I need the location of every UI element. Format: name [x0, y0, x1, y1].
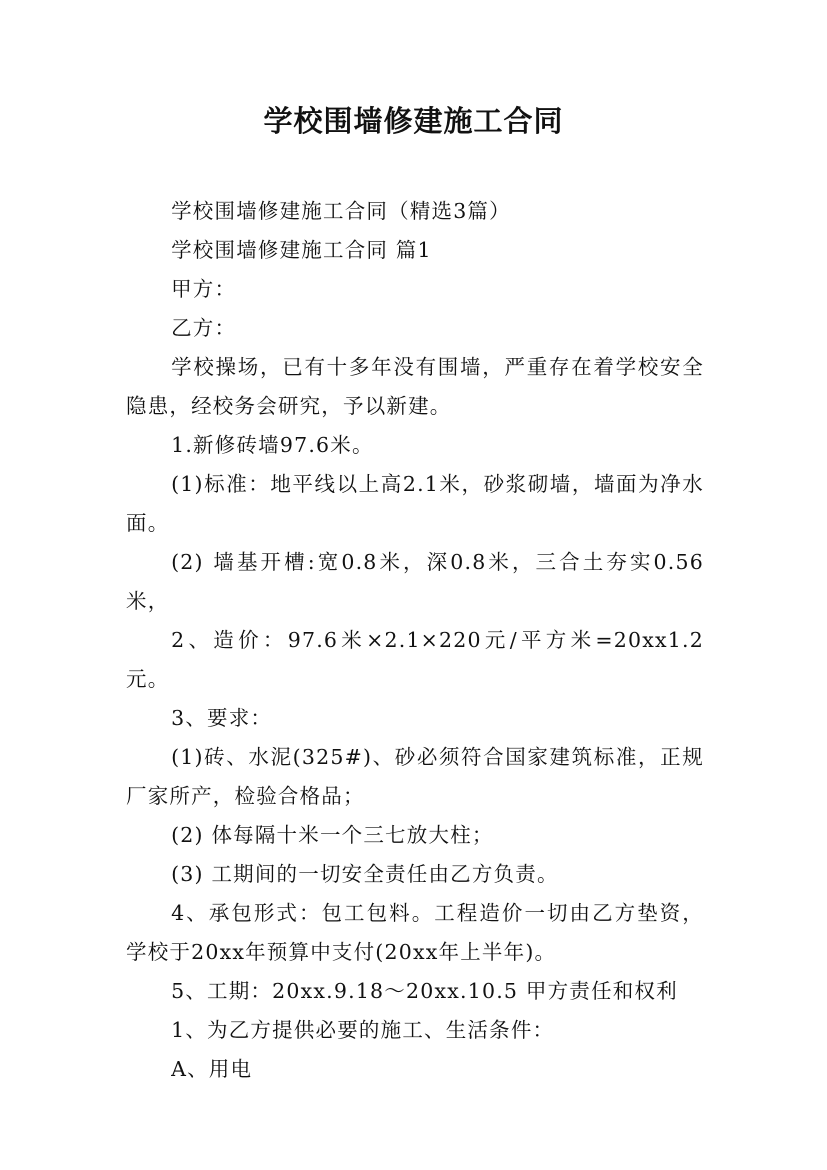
paragraph-item-1: 1.新修砖墙97.6米。 — [171, 433, 374, 457]
paragraph-party-a: 甲方： — [171, 277, 237, 301]
paragraph-requirements: 3、要求： — [171, 706, 273, 730]
paragraph-standard: (1)标准：地平线以上高2.1米，砂浆砌墙，墙面为净水面。 — [126, 472, 704, 535]
paragraph-party-b: 乙方： — [171, 316, 237, 340]
paragraph-subtitle: 学校围墙修建施工合同（精选3篇） — [171, 199, 511, 223]
document-title: 学校围墙修建施工合同 — [263, 104, 564, 138]
paragraph-section-heading: 学校围墙修建施工合同 篇1 — [171, 238, 432, 262]
paragraph-background: 学校操场，已有十多年没有围墙，严重存在着学校安全隐患，经校务会研究，予以新建。 — [126, 355, 704, 418]
paragraph-electricity: A、用电 — [171, 1057, 253, 1081]
paragraph-schedule: 5、工期：20xx.9.18～20xx.10.5 甲方责任和权利 — [171, 979, 678, 1003]
paragraph-safety: (3) 工期间的一切安全责任由乙方负责。 — [171, 862, 559, 886]
document-body — [126, 192, 704, 1089]
paragraph-pillars: (2) 体每隔十米一个三七放大柱； — [171, 823, 494, 847]
paragraph-contract-form: 4、承包形式：包工包料。工程造价一切由乙方垫资，学校于20xx年预算中支付(20xx年上半年)。 — [126, 901, 704, 964]
paragraph-cost: 2、造价：97.6米×2.1×220元/平方米=20xx1.2元。 — [126, 628, 704, 691]
paragraph-foundation: (2) 墙基开槽:宽0.8米，深0.8米，三合土夯实0.56米， — [126, 550, 704, 613]
paragraph-materials: (1)砖、水泥(325#)、砂必须符合国家建筑标准，正规厂家所产，检验合格品； — [126, 745, 704, 808]
paragraph-conditions: 1、为乙方提供必要的施工、生活条件： — [171, 1018, 555, 1042]
